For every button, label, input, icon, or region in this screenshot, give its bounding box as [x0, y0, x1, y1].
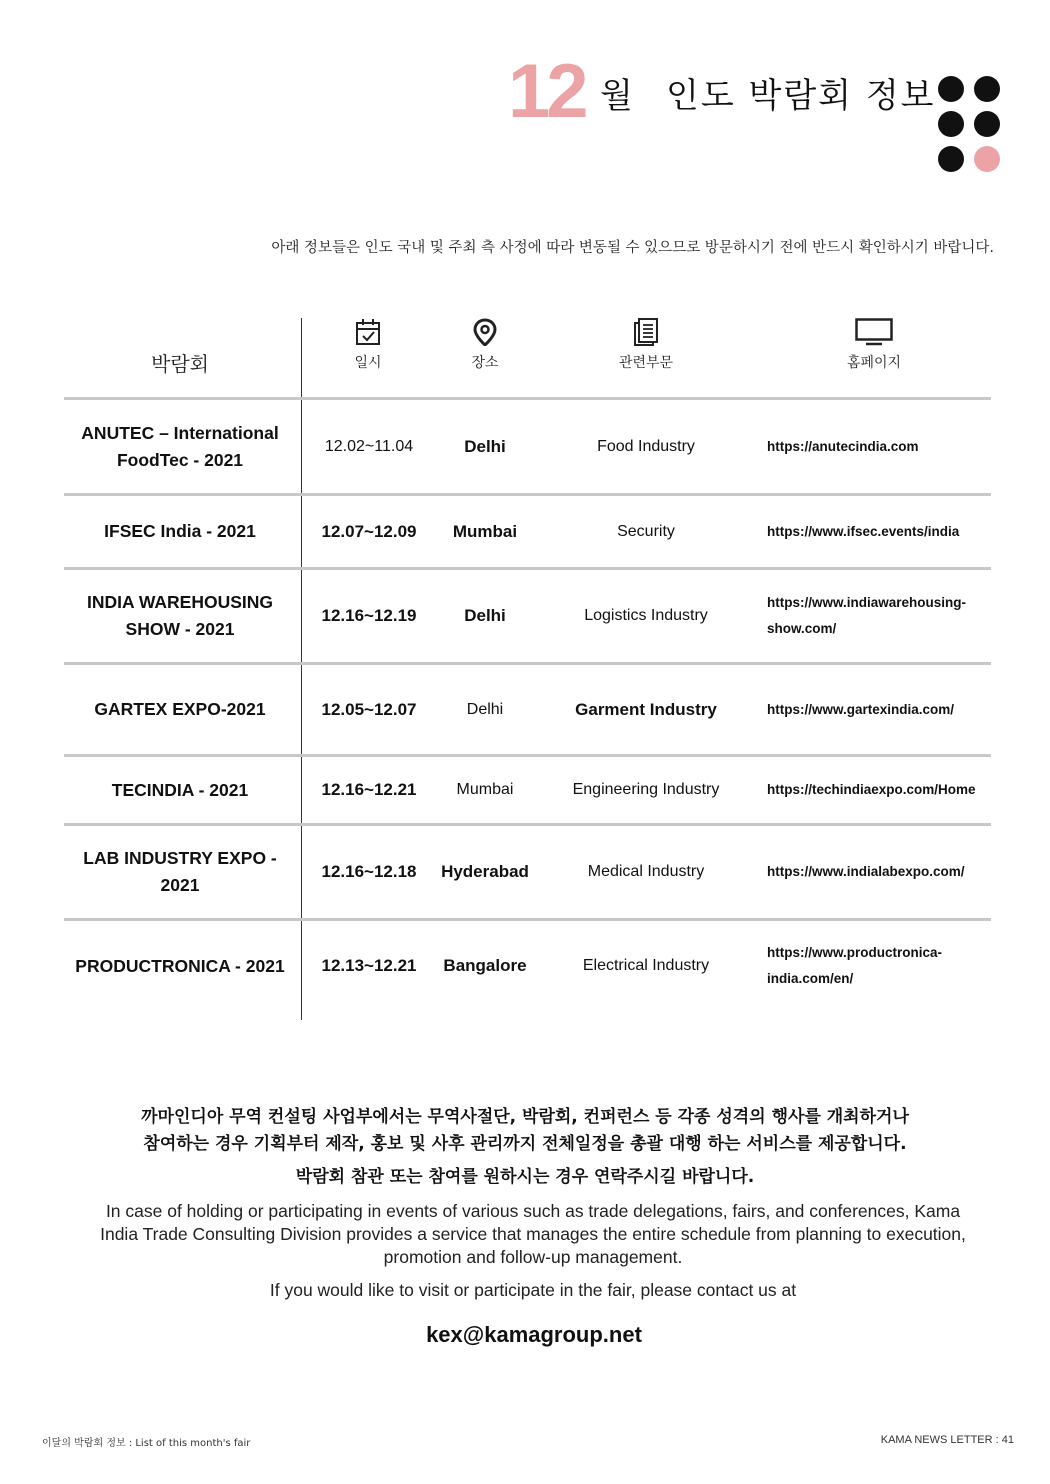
dot	[974, 76, 1000, 102]
info-en-contact: If you would like to visit or participate in the fair, please contact us at	[269, 1280, 797, 1300]
fair-date: 12.13~12.21	[321, 956, 417, 975]
fair-name: PRODUCTRONICA - 2021	[75, 955, 285, 976]
fair-place: Delhi	[464, 606, 506, 625]
page-title: 인도 박람회 정보	[666, 76, 936, 116]
header-sector-label: 관련부문	[618, 355, 674, 371]
header-homepage	[824, 318, 924, 372]
header-date	[328, 318, 408, 372]
fair-date: 12.16~12.21	[321, 780, 417, 799]
fair-name: GARTEX EXPO-2021	[94, 699, 266, 719]
fair-sector: Security	[617, 522, 675, 540]
column-divider	[301, 318, 302, 1020]
dot	[974, 111, 1000, 137]
header-place-label: 장소	[471, 355, 499, 371]
fair-sector: Food Industry	[597, 437, 695, 455]
fair-url[interactable]: https://www.indialabexpo.com/	[767, 864, 965, 879]
header-fair: 박람회	[151, 352, 209, 376]
fair-date: 12.07~12.09	[321, 521, 417, 541]
fair-name: ANUTEC – International FoodTec - 2021	[81, 422, 279, 470]
fair-sector: Engineering Industry	[572, 781, 720, 798]
header-sector	[596, 318, 696, 372]
fair-url[interactable]: https://www.productronica-india.com/en/	[767, 945, 942, 986]
fair-date: 12.16~12.18	[321, 862, 417, 881]
fair-name: INDIA WAREHOUSING SHOW - 2021	[86, 592, 274, 639]
fair-place: Delhi	[466, 700, 504, 718]
dot	[938, 111, 964, 137]
fair-name: LAB INDUSTRY EXPO - 2021	[83, 848, 277, 895]
header-place	[445, 318, 525, 372]
fair-place: Mumbai	[452, 521, 518, 541]
fair-name: TECINDIA - 2021	[111, 779, 249, 800]
info-en-paragraph: In case of holding or participating in events of various such as trade delegations, fairs, and conferences, Kama India Trade Consulting Division provides a service that manages the entire schedule from planning to execution, promotion and follow-up management.	[100, 1201, 966, 1267]
monitor-icon	[855, 318, 893, 346]
footer-left: 이달의 박람회 정보 : List of this month's fair	[42, 1438, 251, 1449]
info-ko-line-3: 박람회 참관 또는 참여를 원하시는 경우 연락주시길 바랍니다.	[295, 1167, 755, 1187]
fair-place: Mumbai	[456, 781, 514, 798]
dot	[938, 146, 964, 172]
fair-sector: Medical Industry	[587, 863, 705, 880]
dot-accent	[974, 146, 1000, 172]
month-suffix: 월	[600, 76, 633, 116]
notice-text: 아래 정보들은 인도 국내 및 주최 측 사정에 따라 변동될 수 있으므로 방문하시기 전에 반드시 확인하시기 바랍니다.	[271, 240, 994, 256]
fair-url[interactable]: https://www.indiawarehousing-show.com/	[767, 595, 966, 636]
header-homepage-label: 홈페이지	[846, 355, 902, 371]
fair-place: Delhi	[464, 436, 506, 456]
fair-place: Hyderabad	[441, 862, 529, 881]
info-ko-line-2: 참여하는 경우 기획부터 제작, 홍보 및 사후 관리까지 전체일정을 총괄 대행 하는 서비스를 제공합니다.	[143, 1134, 907, 1154]
footer-page-number: KAMA NEWS LETTER : 41	[880, 1434, 1014, 1446]
fair-name: IFSEC India - 2021	[104, 521, 256, 541]
calendar-icon	[355, 318, 381, 346]
header-date-label: 일시	[354, 355, 382, 371]
info-ko-line-1: 까마인디아 무역 컨설팅 사업부에서는 무역사절단, 박람회, 컨퍼런스 등 각종 성격의 행사를 개최하거나	[141, 1107, 909, 1127]
fair-url[interactable]: https://www.gartexindia.com/	[767, 701, 955, 717]
fair-sector: Electrical Industry	[582, 957, 710, 974]
fair-sector: Logistics Industry	[584, 607, 708, 624]
fair-sector: Garment Industry	[575, 699, 717, 719]
fair-url[interactable]: https://techindiaexpo.com/Home	[767, 782, 976, 797]
fair-url[interactable]: https://anutecindia.com	[767, 438, 919, 454]
fair-date: 12.05~12.07	[321, 699, 417, 719]
fair-date: 12.02~11.04	[324, 437, 414, 455]
fair-url[interactable]: https://www.ifsec.events/india	[767, 523, 960, 539]
location-pin-icon	[473, 318, 497, 346]
fair-place: Bangalore	[443, 956, 527, 975]
contact-email[interactable]: kex@kamagroup.net	[426, 1322, 642, 1347]
decorative-dots	[938, 76, 1002, 174]
document-icon	[633, 318, 659, 346]
month-number: 12	[508, 49, 585, 134]
fair-date: 12.16~12.19	[321, 606, 417, 625]
dot	[938, 76, 964, 102]
